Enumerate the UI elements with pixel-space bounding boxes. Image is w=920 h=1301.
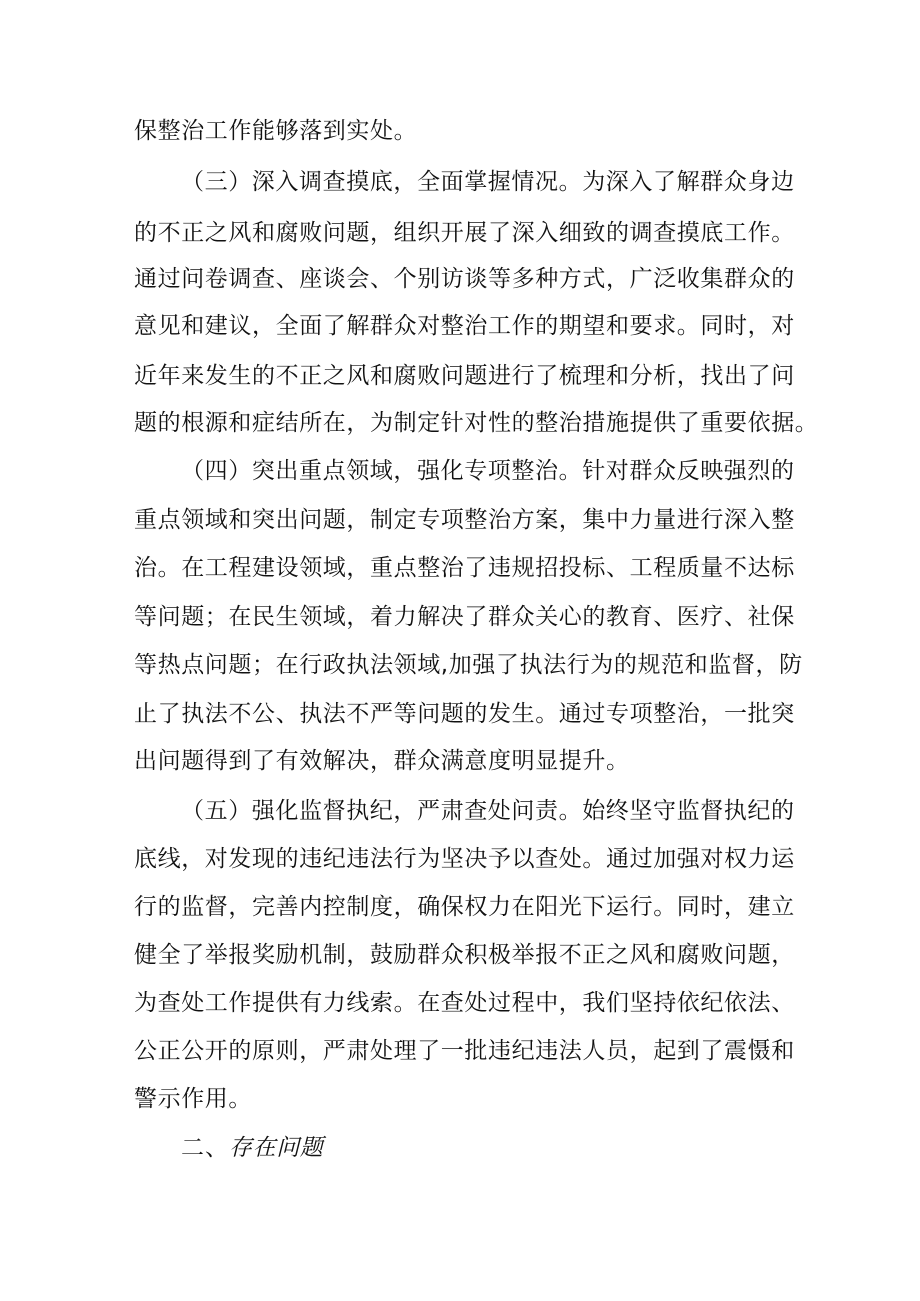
section-number: 二、 bbox=[181, 1135, 229, 1161]
paragraph-line: 公正公开的原则，严肃处理了一批违纪违法人员，起到了震慑和 bbox=[134, 1038, 795, 1064]
paragraph-line: 等热点问题；在行政执法领域,加强了执法行为的规范和监督，防 bbox=[134, 652, 803, 678]
paragraph-line: 近年来发生的不正之风和腐败问题进行了梳理和分析，找出了问 bbox=[134, 363, 795, 389]
section-title: 存在问题 bbox=[229, 1135, 324, 1161]
paragraph-line: 警示作用。 bbox=[134, 1086, 252, 1112]
paragraph-line: （五）强化监督执纪，严肃查处问责。始终坚守监督执纪的 bbox=[181, 798, 795, 824]
paragraph-line: 题的根源和症结所在，为制定针对性的整治措施提供了重要依据。 bbox=[134, 410, 819, 436]
paragraph-line: 意见和建议，全面了解群众对整治工作的期望和要求。同时，对 bbox=[134, 313, 795, 339]
paragraph-line: （四）突出重点领域，强化专项整治。针对群众反映强烈的 bbox=[181, 458, 795, 484]
paragraph-line: 的不正之风和腐败问题，组织开展了深入细致的调查摸底工作。 bbox=[134, 220, 795, 246]
paragraph-line: 重点领域和突出问题，制定专项整治方案，集中力量进行深入整 bbox=[134, 507, 795, 533]
paragraph-line: 保整治工作能够落到实处。 bbox=[134, 118, 418, 144]
paragraph-line: （三）深入调查摸底，全面掌握情况。为深入了解群众身边 bbox=[181, 169, 795, 195]
section-heading bbox=[181, 1128, 861, 1168]
paragraph-line: 出问题得到了有效解决，群众满意度明显提升。 bbox=[134, 748, 630, 774]
paragraph-line: 行的监督，完善内控制度，确保权力在阳光下运行。同时，建立 bbox=[134, 894, 795, 920]
paragraph-line: 健全了举报奖励机制，鼓励群众积极举报不正之风和腐败问题， bbox=[134, 942, 795, 968]
paragraph-line: 治。在工程建设领域，重点整治了违规招投标、工程质量不达标 bbox=[134, 555, 795, 581]
paragraph-line: 底线，对发现的违纪违法行为坚决予以查处。通过加强对权力运 bbox=[134, 846, 795, 872]
paragraph-line: 等问题；在民生领域，着力解决了群众关心的教育、医疗、社保 bbox=[134, 604, 795, 630]
paragraph-line: 为查处工作提供有力线索。在查处过程中，我们坚持依纪依法、 bbox=[134, 990, 795, 1016]
paragraph-line: 止了执法不公、执法不严等问题的发生。通过专项整治，一批突 bbox=[134, 701, 795, 727]
paragraph-line: 通过问卷调查、座谈会、个别访谈等多种方式，广泛收集群众的 bbox=[134, 266, 795, 292]
